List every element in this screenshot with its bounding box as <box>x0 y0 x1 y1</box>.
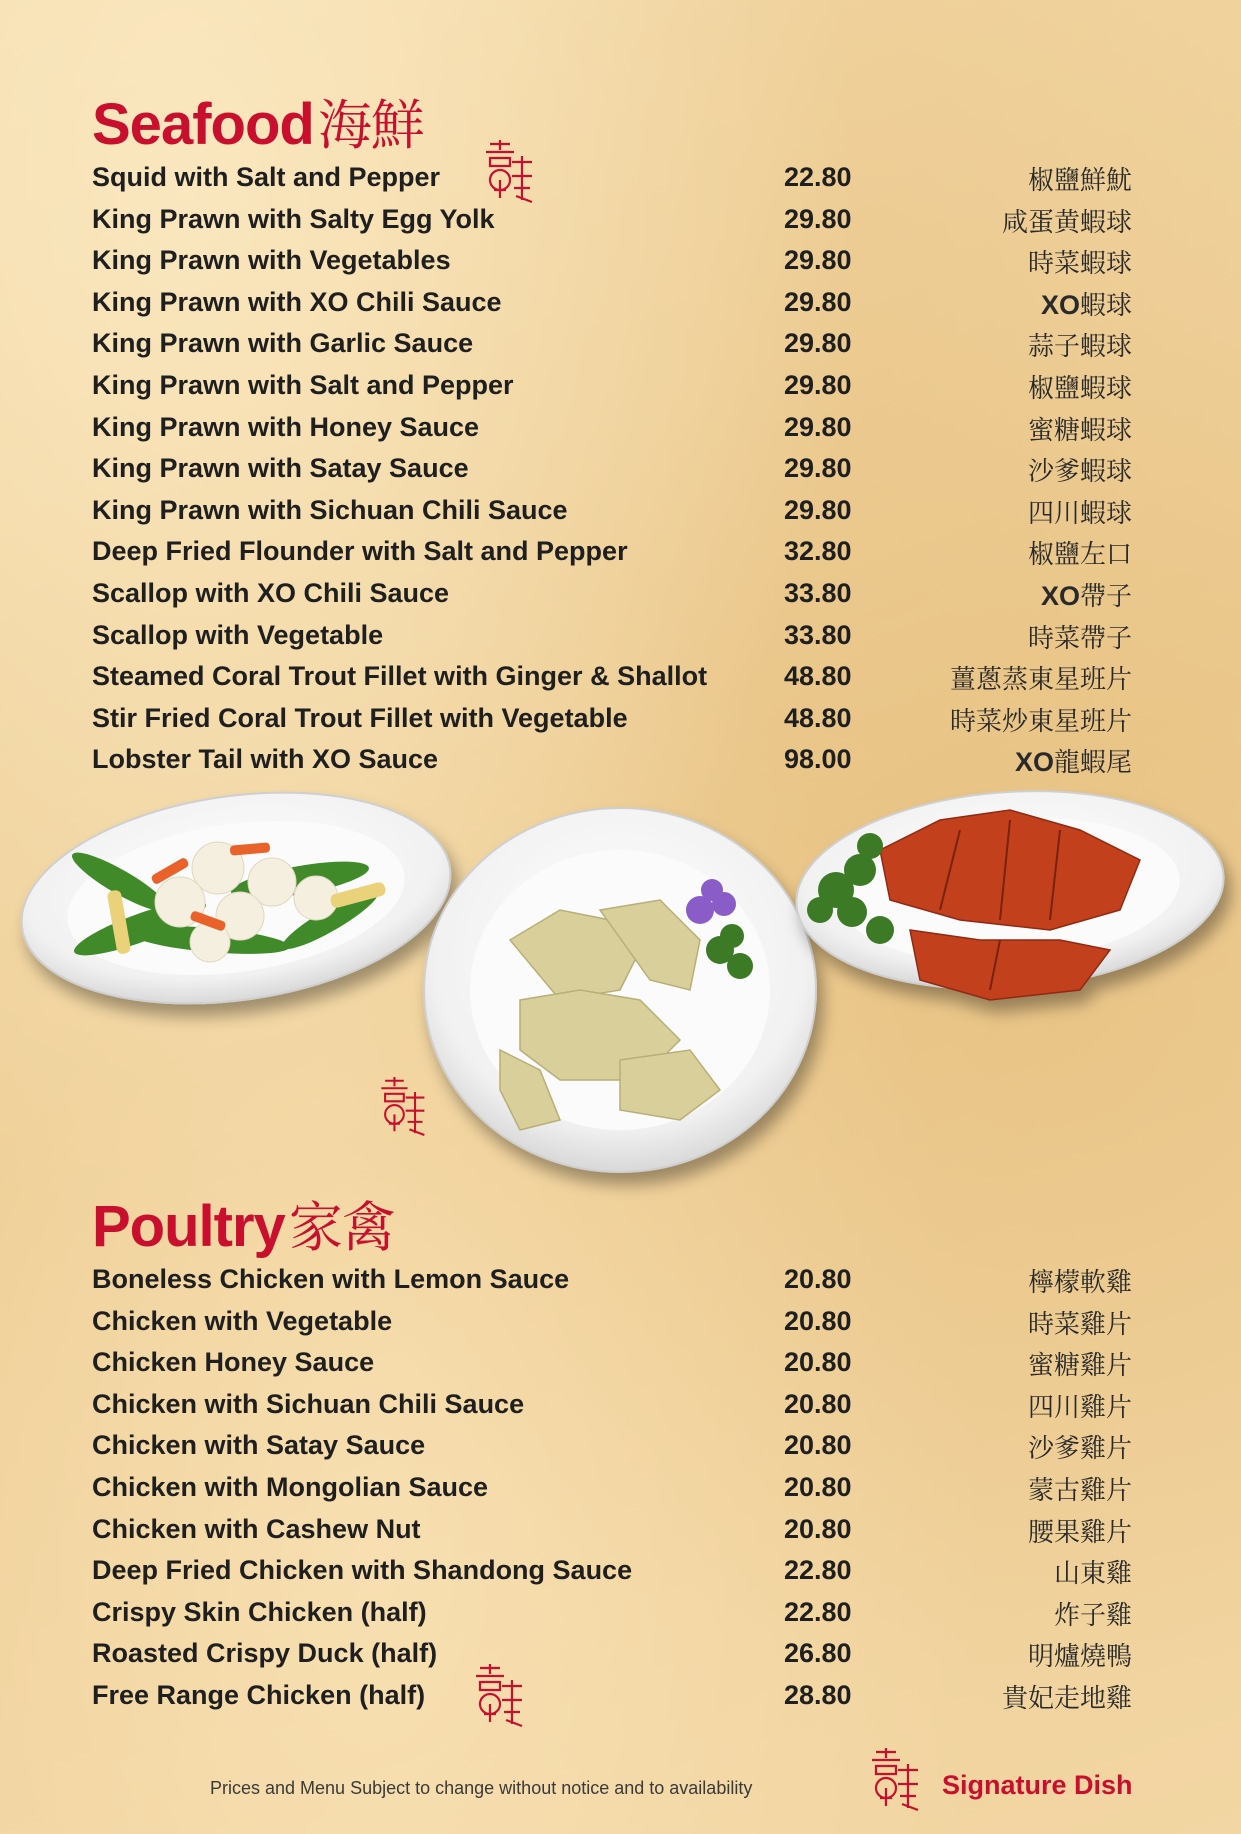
menu-item-chinese-text: 四川蝦球 <box>1027 498 1132 529</box>
menu-item-price: 29.80 <box>784 494 852 525</box>
poultry-title-en: Poultry <box>92 1194 285 1259</box>
menu-item-chinese-name <box>1028 618 1132 655</box>
menu-item-chinese-name <box>1002 1678 1132 1715</box>
menu-item <box>92 364 1132 406</box>
menu-item-chinese-text: 時菜帶子 <box>1027 623 1132 654</box>
menu-item-price: 20.80 <box>784 1513 852 1544</box>
menu-item-chinese-text: 炸子雞 <box>1053 1600 1132 1631</box>
menu-item-chinese-prefix: XO <box>1040 289 1080 320</box>
menu-item-chinese-text: 時菜蝦球 <box>1027 249 1132 280</box>
menu-item-chinese-name <box>1028 1262 1132 1299</box>
menu-item-chinese-text: 沙爹蝦球 <box>1027 457 1132 488</box>
menu-item-chinese-name <box>1028 1304 1132 1341</box>
menu-item <box>92 572 1132 614</box>
menu-item <box>92 406 1132 448</box>
menu-item <box>92 489 1132 531</box>
menu-item-name: King Prawn with Vegetables <box>92 245 451 276</box>
menu-item-chinese-name <box>1015 742 1132 779</box>
menu-item-name: King Prawn with XO Chili Sauce <box>92 286 502 317</box>
menu-item <box>92 1466 1132 1508</box>
menu-item <box>92 655 1132 697</box>
menu-item-price: 28.80 <box>784 1679 852 1710</box>
poultry-title <box>92 1194 395 1259</box>
menu-item-chinese-prefix: XO <box>1014 747 1054 778</box>
menu-item-name: Crispy Skin Chicken (half) <box>92 1596 427 1627</box>
menu-item-price: 29.80 <box>784 286 852 317</box>
signature-dish-seal-icon <box>466 1660 528 1730</box>
seafood-title-en: Seafood <box>92 92 314 157</box>
menu-item-name: Free Range Chicken (half) <box>92 1679 426 1710</box>
dishes-illustration <box>0 790 1241 1210</box>
menu-item-chinese-name <box>1054 1553 1132 1590</box>
menu-item-price: 29.80 <box>784 369 852 400</box>
menu-item <box>92 239 1132 281</box>
menu-item-chinese-text: 腰果雞片 <box>1027 1517 1132 1548</box>
menu-item-name: King Prawn with Salty Egg Yolk <box>92 203 495 234</box>
menu-item <box>92 530 1132 572</box>
signature-dish-legend-icon <box>862 1744 924 1814</box>
menu-item-chinese-text: 四川雞片 <box>1027 1392 1132 1423</box>
menu-item <box>92 156 1132 198</box>
menu-item <box>92 1258 1132 1300</box>
menu-item-chinese-name <box>1028 451 1132 488</box>
menu-item <box>92 614 1132 656</box>
menu-item-chinese-name <box>1028 1345 1132 1382</box>
menu-item-chinese-text: 蝦球 <box>1079 290 1132 321</box>
poultry-title-cn: 家禽 <box>288 1196 395 1259</box>
menu-item-price: 22.80 <box>784 1596 852 1627</box>
menu-item-chinese-text: 椒鹽左口 <box>1027 540 1132 571</box>
poached-chicken-plate <box>424 808 816 1172</box>
seafood-title-cn: 海鮮 <box>317 94 424 157</box>
menu-item-chinese-text: 時菜雞片 <box>1027 1309 1132 1340</box>
menu-item-name: King Prawn with Salt and Pepper <box>92 369 514 400</box>
menu-item <box>92 198 1132 240</box>
menu-item-chinese-name <box>1028 534 1132 571</box>
menu-item-name: Chicken with Mongolian Sauce <box>92 1471 489 1502</box>
menu-item-chinese-text: 蒙古雞片 <box>1027 1475 1132 1506</box>
roast-duck-plate <box>790 790 1231 1003</box>
poultry-menu-list <box>92 1258 1132 1716</box>
seafood-menu-list <box>92 156 1132 780</box>
menu-item-name: King Prawn with Garlic Sauce <box>92 328 474 359</box>
menu-item-chinese-name <box>1028 410 1132 447</box>
menu-item-name: Chicken with Cashew Nut <box>92 1513 421 1544</box>
signature-dish-label: Signature Dish <box>942 1770 1133 1800</box>
menu-item <box>92 447 1132 489</box>
menu-item <box>92 738 1132 780</box>
menu-item-chinese-text: 龍蝦尾 <box>1053 748 1132 779</box>
menu-item-price: 26.80 <box>784 1638 852 1669</box>
menu-item-chinese-text: 時菜炒東星班片 <box>949 706 1132 737</box>
menu-item-chinese-prefix: XO <box>1040 580 1080 611</box>
menu-item-chinese-text: 檸檬軟雞 <box>1027 1268 1132 1298</box>
menu-item-chinese-name <box>1028 368 1132 405</box>
menu-item-price: 20.80 <box>784 1388 852 1419</box>
menu-item-name: Chicken with Satay Sauce <box>92 1430 426 1461</box>
menu-item-name: Squid with Salt and Pepper <box>92 162 441 192</box>
menu-item-name: Deep Fried Chicken with Shandong Sauce <box>92 1555 633 1586</box>
menu-item-price: 29.80 <box>784 453 852 484</box>
menu-item-price: 20.80 <box>784 1347 852 1378</box>
scallop-vegetable-plate <box>8 790 464 1029</box>
menu-item-price: 33.80 <box>784 577 852 608</box>
menu-item-price: 22.80 <box>784 162 852 192</box>
signature-dish-seal-icon <box>476 136 538 206</box>
menu-item-chinese-name <box>1028 1428 1132 1465</box>
menu-item-name: Boneless Chicken with Lemon Sauce <box>92 1264 570 1294</box>
menu-item <box>92 1300 1132 1342</box>
menu-item-chinese-name <box>1028 160 1132 197</box>
menu-item <box>92 697 1132 739</box>
menu-item-chinese-name <box>1028 1470 1132 1507</box>
menu-item-name: King Prawn with Satay Sauce <box>92 453 469 484</box>
menu-item-chinese-text: 蜜糖蝦球 <box>1027 415 1132 446</box>
menu-item-chinese-text: 蒜子蝦球 <box>1027 332 1132 363</box>
menu-item-name: Chicken with Sichuan Chili Sauce <box>92 1388 525 1419</box>
menu-item-name: Deep Fried Flounder with Salt and Pepper <box>92 536 628 567</box>
menu-item <box>92 1674 1132 1716</box>
menu-item-chinese-text: 貴妃走地雞 <box>1001 1683 1132 1714</box>
menu-item-chinese-name <box>1028 1636 1132 1673</box>
menu-item-price: 20.80 <box>784 1430 852 1461</box>
menu-item-chinese-name <box>1041 285 1132 322</box>
menu-item-chinese-text: 椒鹽蝦球 <box>1027 373 1132 404</box>
menu-item-chinese-text: 明爐燒鴨 <box>1027 1642 1132 1673</box>
menu-item-chinese-text: 薑蔥蒸東星班片 <box>949 665 1132 696</box>
menu-item-price: 32.80 <box>784 536 852 567</box>
menu-item <box>92 322 1132 364</box>
menu-item-price: 98.00 <box>784 744 852 775</box>
menu-item-chinese-text: 蜜糖雞片 <box>1027 1351 1132 1382</box>
menu-item-price: 48.80 <box>784 661 852 692</box>
menu-item <box>92 1341 1132 1383</box>
menu-item-name: King Prawn with Sichuan Chili Sauce <box>92 494 568 525</box>
menu-item-name: Lobster Tail with XO Sauce <box>92 744 439 775</box>
menu-item-chinese-text: 咸蛋黄蝦球 <box>1001 207 1132 238</box>
menu-item <box>92 1424 1132 1466</box>
menu-item-chinese-name <box>1028 326 1132 363</box>
menu-item-chinese-name <box>950 701 1132 738</box>
menu-item-chinese-name <box>1028 1512 1132 1549</box>
menu-item-chinese-text: 沙爹雞片 <box>1027 1434 1132 1465</box>
menu-item <box>92 1632 1132 1674</box>
menu-item-price: 29.80 <box>784 203 852 234</box>
menu-item-chinese-name <box>1028 1387 1132 1424</box>
menu-item <box>92 1549 1132 1591</box>
menu-item <box>92 1591 1132 1633</box>
menu-item-chinese-text: 帶子 <box>1079 581 1132 612</box>
seafood-title <box>92 92 424 157</box>
menu-item-price: 22.80 <box>784 1555 852 1586</box>
menu-item-chinese-text: 山東雞 <box>1053 1559 1132 1590</box>
footer-note: Prices and Menu Subject to change without notice and to availability <box>210 1778 753 1798</box>
menu-item-chinese-name <box>1002 202 1132 239</box>
menu-item-price: 29.80 <box>784 328 852 359</box>
menu-item-name: Scallop with XO Chili Sauce <box>92 577 450 608</box>
menu-item-chinese-name <box>1054 1595 1132 1632</box>
menu-item-chinese-name <box>1041 576 1132 613</box>
menu-item-name: Chicken Honey Sauce <box>92 1347 375 1378</box>
menu-item <box>92 281 1132 323</box>
menu-item-price: 20.80 <box>784 1305 852 1336</box>
menu-item-name: Stir Fried Coral Trout Fillet with Vegetable <box>92 702 628 733</box>
menu-item-price: 33.80 <box>784 619 852 650</box>
menu-item-chinese-name <box>950 659 1132 696</box>
menu-item-name: Steamed Coral Trout Fillet with Ginger & Shallot <box>92 661 708 692</box>
menu-item <box>92 1508 1132 1550</box>
menu-item-price: 20.80 <box>784 1471 852 1502</box>
menu-item-name: Roasted Crispy Duck (half) <box>92 1638 438 1669</box>
menu-item-name: Chicken with Vegetable <box>92 1305 393 1336</box>
menu-item-price: 20.80 <box>784 1264 852 1294</box>
house-of-tong-seal-icon <box>372 1072 430 1140</box>
menu-item-price: 29.80 <box>784 411 852 442</box>
menu-item <box>92 1383 1132 1425</box>
menu-item-price: 48.80 <box>784 702 852 733</box>
menu-item-chinese-name <box>1028 493 1132 530</box>
menu-item-name: Scallop with Vegetable <box>92 619 384 650</box>
menu-item-chinese-text: 椒鹽鮮魷 <box>1027 166 1132 196</box>
menu-item-price: 29.80 <box>784 245 852 276</box>
menu-item-chinese-name <box>1028 243 1132 280</box>
menu-item-name: King Prawn with Honey Sauce <box>92 411 480 442</box>
